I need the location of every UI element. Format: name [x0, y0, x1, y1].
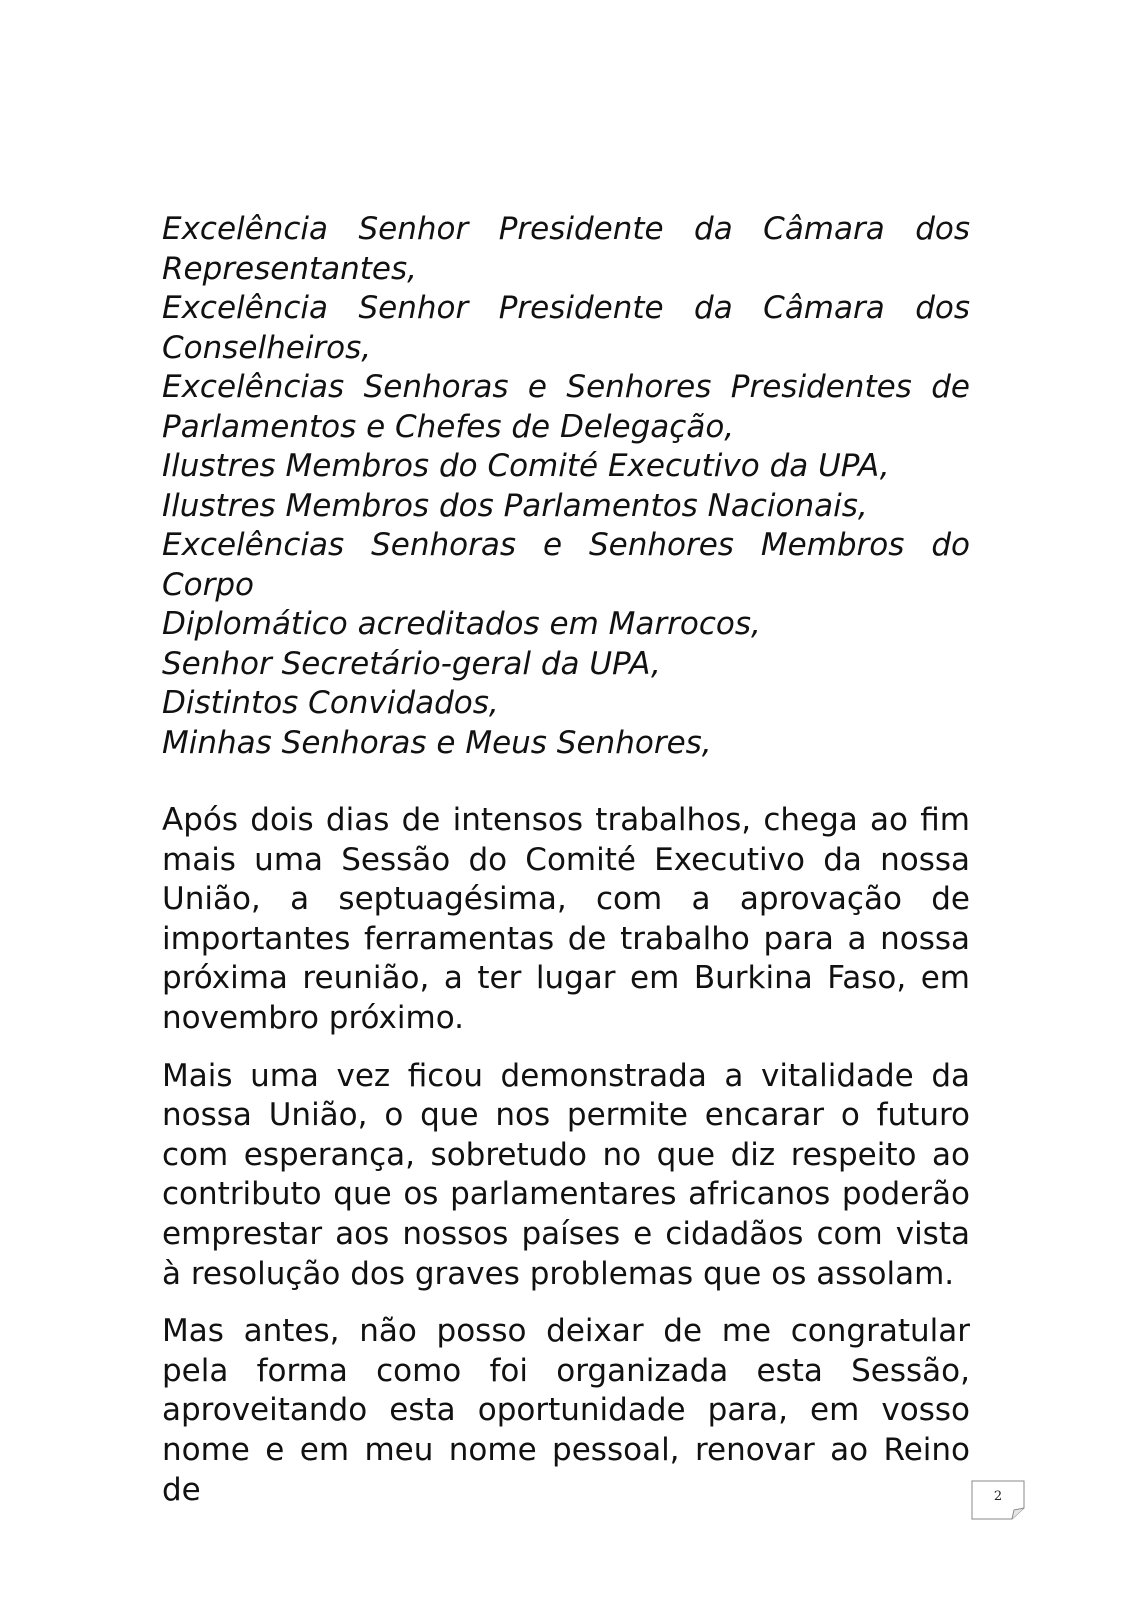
salutation-line: Representantes,	[162, 250, 418, 287]
body-paragraph: Após dois dias de intensos trabalhos, chega ao fim mais uma Sessão do Comité Executivo da nossa União, a septuagésima, com a aprovação de importantes ferramentas de trabalho para a nossa próxima reunião, a ter lugar em Burkina Faso, em novembro próximo.	[162, 802, 970, 1036]
body-paragraph: Mas antes, não posso deixar de me congratular pela forma como foi organizada esta Sessão, aproveitando esta oportunidade para, em vosso nome e em meu nome pessoal, renovar ao Reino de	[162, 1313, 970, 1508]
salutation-line: Excelências Senhoras e Senhores Presidentes de	[162, 369, 970, 405]
document-body	[162, 210, 970, 1528]
salutation-line: Diplomático acreditados em Marrocos,	[162, 606, 761, 642]
salutation-line: Ilustres Membros dos Parlamentos Nacionais,	[162, 487, 868, 524]
body-paragraph: Mais uma vez ficou demonstrada a vitalidade da nossa União, o que nos permite encarar o futuro com esperança, sobretudo no que diz respeito ao contributo que os parlamentares africanos poderão emprestar aos nossos países e cidadãos com vista à resolução dos graves problemas que os assolam.	[162, 1057, 970, 1292]
salutation-line: Senhor Secretário-geral da UPA,	[162, 645, 661, 682]
salutation-line: Distintos Convidados,	[162, 685, 499, 721]
salutation-line: Minhas Senhoras e Meus Senhores,	[162, 724, 712, 761]
page-number-box	[971, 1480, 1025, 1520]
salutation-line: Excelência Senhor Presidente da Câmara dos	[162, 211, 970, 247]
salutation-line: Parlamentos e Chefes de Delegação,	[162, 408, 735, 445]
salutation-line: Ilustres Membros do Comité Executivo da UPA,	[162, 448, 890, 484]
salutation-line: Excelência Senhor Presidente da Câmara dos	[162, 290, 970, 326]
salutation-line: Excelências Senhoras e Senhores Membros do Corpo	[162, 527, 970, 603]
page-number: 2	[993, 1489, 1003, 1504]
salutations-block	[162, 210, 970, 763]
salutation-line: Conselheiros,	[162, 329, 372, 366]
